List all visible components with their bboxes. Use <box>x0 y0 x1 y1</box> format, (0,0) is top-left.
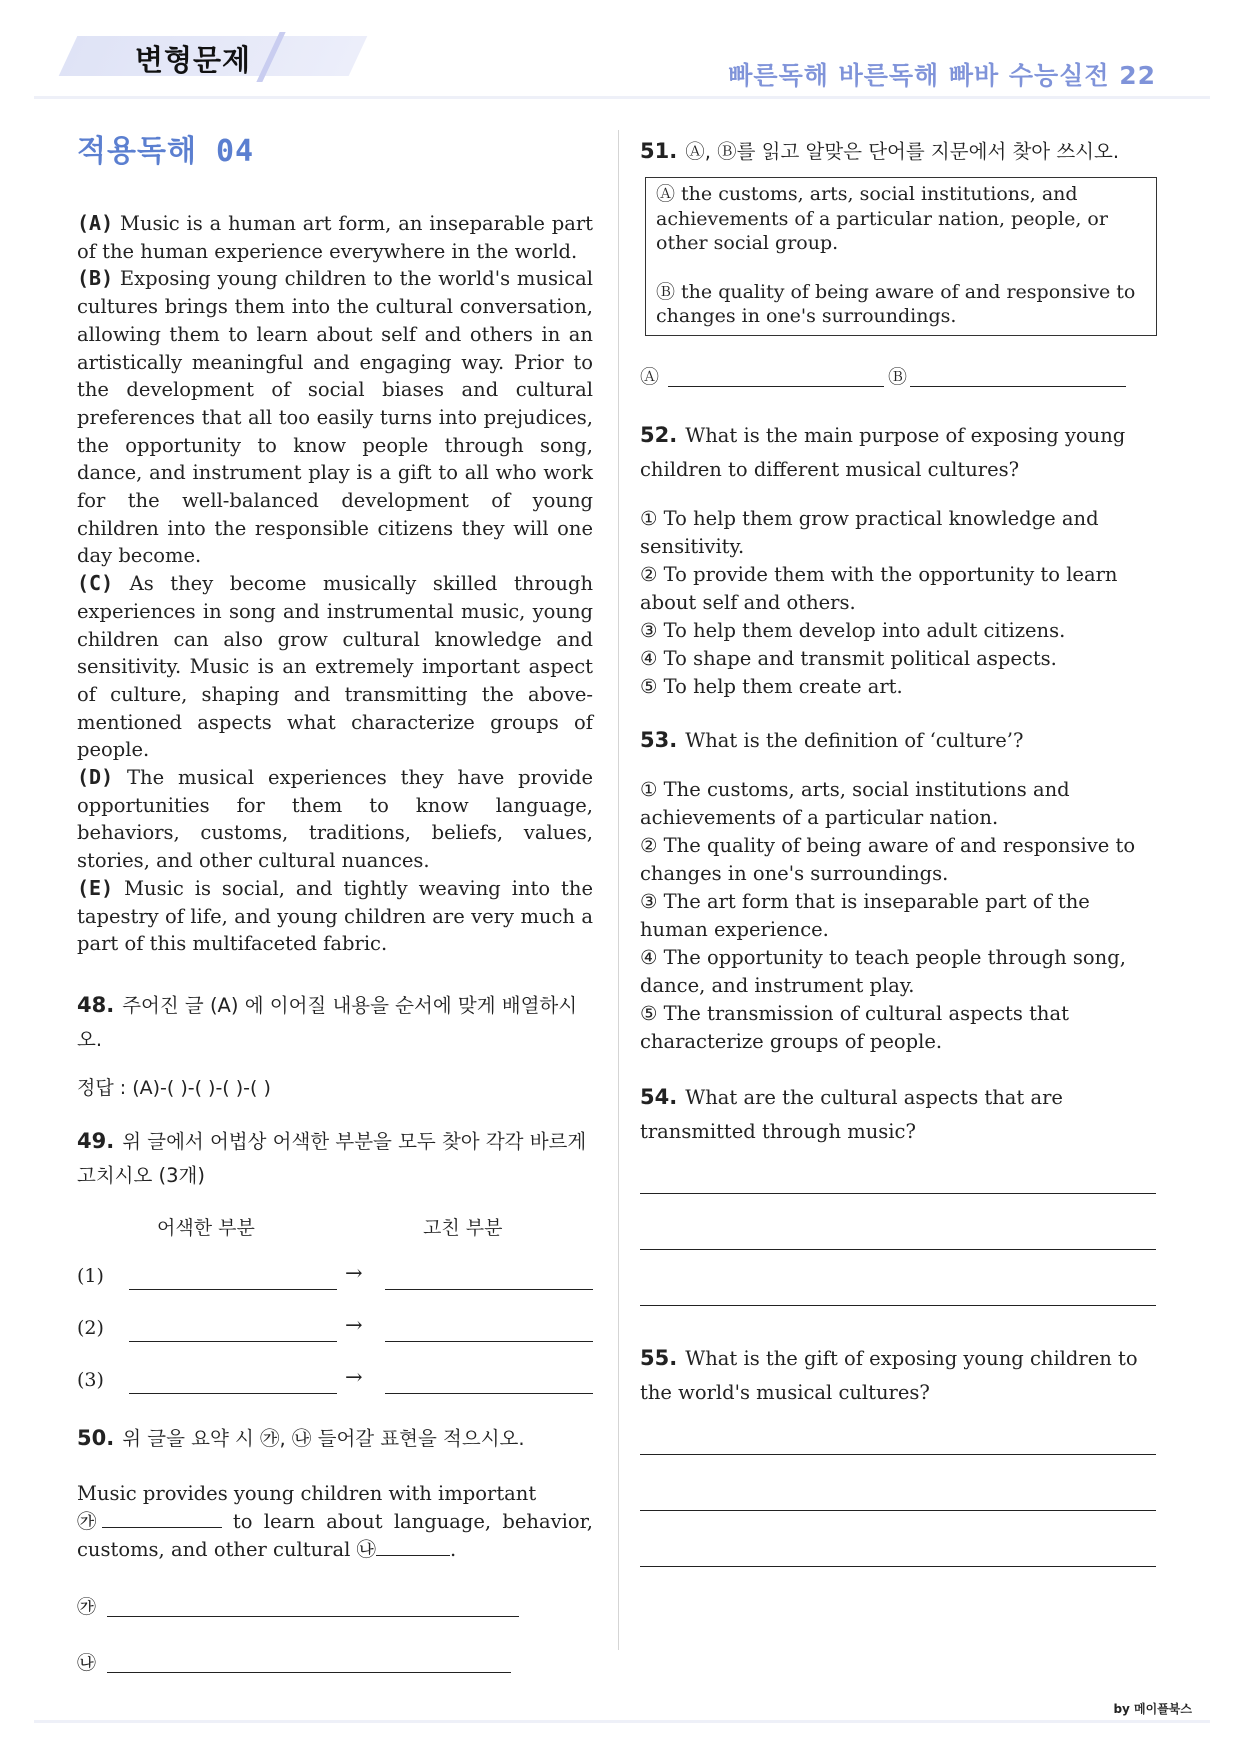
row-label: (3) <box>77 1368 104 1391</box>
question-51 <box>640 134 1160 169</box>
passage-paragraph-a <box>77 210 593 265</box>
correction-row <box>77 1365 593 1395</box>
correction-row <box>77 1261 593 1291</box>
question-number: 55. <box>640 1345 678 1370</box>
question-number: 48. <box>77 992 115 1017</box>
question-text: What are the cultural aspects that are transmitted through music? <box>640 1085 1063 1143</box>
paragraph-label: (C) <box>77 571 114 596</box>
passage-paragraph-c <box>77 570 593 764</box>
wrong-part-input[interactable] <box>129 1341 337 1342</box>
question-52 <box>640 418 1160 487</box>
section-title: 적용독해 04 <box>77 134 255 169</box>
choice-item[interactable]: ② The quality of being aware of and responsive to changes in one's surroundings. <box>640 833 1136 885</box>
question-number: 50. <box>77 1425 115 1450</box>
choice-item[interactable]: ① To help them grow practical knowledge and sensitivity. <box>640 506 1099 558</box>
summary-blank-b[interactable] <box>376 1555 450 1556</box>
answer-input-b[interactable] <box>910 386 1126 387</box>
answer-label-b: Ⓑ <box>888 365 908 388</box>
paragraph-label: (D) <box>77 765 114 790</box>
choice-item[interactable]: ② To provide them with the opportunity to learn about self and others. <box>640 562 1118 614</box>
question-text: 위 글을 요약 시 ㉮, ㉯ 들어갈 표현을 적으시오. <box>122 1426 525 1450</box>
choice-item[interactable]: ③ To help them develop into adult citizens. <box>640 618 1066 642</box>
question-text: 위 글에서 어법상 어색한 부분을 모두 찾아 각각 바르게 고치시오 (3개) <box>77 1129 587 1187</box>
row-label: (1) <box>77 1264 104 1287</box>
question-48 <box>77 988 593 1057</box>
paragraph-text: Music is a human art form, an inseparable part of the human experience everywhere in the world. <box>77 212 593 263</box>
fixed-part-input[interactable] <box>385 1341 593 1342</box>
answer-mark-a: ㉮ <box>77 1595 97 1618</box>
correction-row <box>77 1313 593 1343</box>
question-text: 주어진 글 (A) 에 이어질 내용을 순서에 맞게 배열하시오. <box>77 993 578 1051</box>
definition-b: Ⓑ the quality of being aware of and responsive to changes in one's surroundings. <box>656 280 1136 327</box>
answer-line-input[interactable] <box>640 1193 1156 1194</box>
q53-choices <box>640 776 1160 1056</box>
column-header-wrong: 어색한 부분 <box>157 1216 255 1239</box>
answer-input-a[interactable] <box>107 1616 519 1617</box>
answer-line-input[interactable] <box>640 1249 1156 1250</box>
wrong-part-input[interactable] <box>129 1289 337 1290</box>
answer-input-a[interactable] <box>668 386 884 387</box>
question-49 <box>77 1124 593 1193</box>
arrow-icon: → <box>345 1312 363 1337</box>
row-label: (2) <box>77 1316 104 1339</box>
question-55 <box>640 1341 1160 1410</box>
answer-line-input[interactable] <box>640 1454 1156 1455</box>
left-column <box>77 126 593 1704</box>
q50-answer-lines <box>77 1584 593 1704</box>
choice-item[interactable]: ④ To shape and transmit political aspects. <box>640 646 1057 670</box>
q50-summary <box>77 1480 593 1564</box>
question-text: What is the definition of ‘culture’? <box>685 728 1024 752</box>
question-53 <box>640 723 1160 758</box>
question-50 <box>77 1421 593 1456</box>
column-header-fixed: 고친 부분 <box>423 1216 503 1239</box>
question-number: 54. <box>640 1084 678 1109</box>
q49-correction-rows <box>77 1251 593 1401</box>
question-number: 49. <box>77 1128 115 1153</box>
question-text: What is the main purpose of exposing young children to different musical cultures? <box>640 423 1126 481</box>
question-text: What is the gift of exposing young children to the world's musical cultures? <box>640 1346 1138 1404</box>
blank-mark-b: ㉯ <box>356 1537 377 1561</box>
answer-input-b[interactable] <box>107 1672 511 1673</box>
paragraph-text: Exposing young children to the world's musical cultures brings them into the cultural conversation, allowing them to learn about self and others in an artistically meaningful and engaging way. Prior to the development of social biases and cultural preferences that all too easily turns into prejudices, the opportunity to know people through song, dance, and instrument play is a gift to all who work for the well-balanced development of young children into the responsible citizens they will one day become. <box>77 267 593 568</box>
passage <box>77 210 593 958</box>
answer-label-a: Ⓐ <box>640 365 660 388</box>
definition-box <box>645 177 1157 336</box>
footer-rule <box>34 1720 1210 1723</box>
choice-item[interactable]: ① The customs, arts, social institutions and achievements of a particular nation. <box>640 777 1070 829</box>
summary-text: to learn about language, behavior, customs, and other cultural <box>77 1509 593 1561</box>
summary-blank-a[interactable] <box>102 1527 222 1528</box>
choice-item[interactable]: ④ The opportunity to teach people through song, dance, and instrument play. <box>640 945 1126 997</box>
paragraph-label: (E) <box>77 875 114 900</box>
column-divider <box>618 130 619 1650</box>
question-number: 51. <box>640 139 678 163</box>
question-text: Ⓐ, Ⓑ를 읽고 알맞은 단어를 지문에서 찾아 쓰시오. <box>685 140 1120 163</box>
q49-column-headers <box>77 1207 593 1251</box>
arrow-icon: → <box>345 1260 363 1285</box>
passage-paragraph-d <box>77 764 593 875</box>
fixed-part-input[interactable] <box>385 1289 593 1290</box>
passage-paragraph-b <box>77 265 593 570</box>
question-number: 52. <box>640 422 678 447</box>
answer-line-input[interactable] <box>640 1510 1156 1511</box>
q52-choices <box>640 505 1160 701</box>
paragraph-text: Music is social, and tightly weaving into the tapestry of life, and young children are very much a part of this multifaceted fabric. <box>77 876 593 956</box>
header-tag: 변형문제 <box>135 43 252 77</box>
summary-text: Music provides young children with important <box>77 1481 537 1505</box>
wrong-part-input[interactable] <box>129 1393 337 1394</box>
publisher-credit: by 메이플북스 <box>1113 1702 1192 1716</box>
paragraph-label: (A) <box>77 211 114 235</box>
choice-item[interactable]: ③ The art form that is inseparable part of the human experience. <box>640 889 1090 941</box>
definition-a: Ⓐ the customs, arts, social institutions, and achievements of a particular nation, people, or other social group. <box>656 183 1108 254</box>
right-column <box>640 134 1160 1580</box>
paragraph-text: As they become musically skilled through experiences in song and instrumental music, young children can also grow cultural knowledge and sensitivity. Music is an extremely important aspect of culture, shaping and transmitting the above-mentioned aspects what characterize groups of people. <box>77 572 593 762</box>
blank-mark-a: ㉮ <box>77 1509 102 1533</box>
arrow-icon: → <box>345 1364 363 1389</box>
passage-paragraph-e <box>77 875 593 958</box>
header-series-title: 빠른독해 바른독해 빠바 수능실전 22 <box>728 61 1156 90</box>
paragraph-text: The musical experiences they have provide opportunities for them to know language, behaviors, customs, traditions, beliefs, values, stories, and other cultural nuances. <box>77 766 593 873</box>
q48-answer-template[interactable]: 정답 : (A)-( )-( )-( )-( ) <box>77 1076 271 1099</box>
fixed-part-input[interactable] <box>385 1393 593 1394</box>
q55-answer-lines <box>640 1410 1160 1580</box>
header-rule <box>34 96 1210 99</box>
q54-answer-lines <box>640 1149 1160 1319</box>
answer-line-input[interactable] <box>640 1566 1156 1567</box>
choice-item[interactable]: ⑤ To help them create art. <box>640 674 903 698</box>
summary-period: . <box>450 1537 457 1561</box>
question-54 <box>640 1080 1160 1149</box>
choice-item[interactable]: ⑤ The transmission of cultural aspects that characterize groups of people. <box>640 1001 1069 1053</box>
answer-line-input[interactable] <box>640 1305 1156 1306</box>
question-number: 53. <box>640 727 678 752</box>
q51-answer-row <box>640 358 1160 398</box>
paragraph-label: (B) <box>77 266 114 291</box>
answer-mark-b: ㉯ <box>77 1651 97 1674</box>
